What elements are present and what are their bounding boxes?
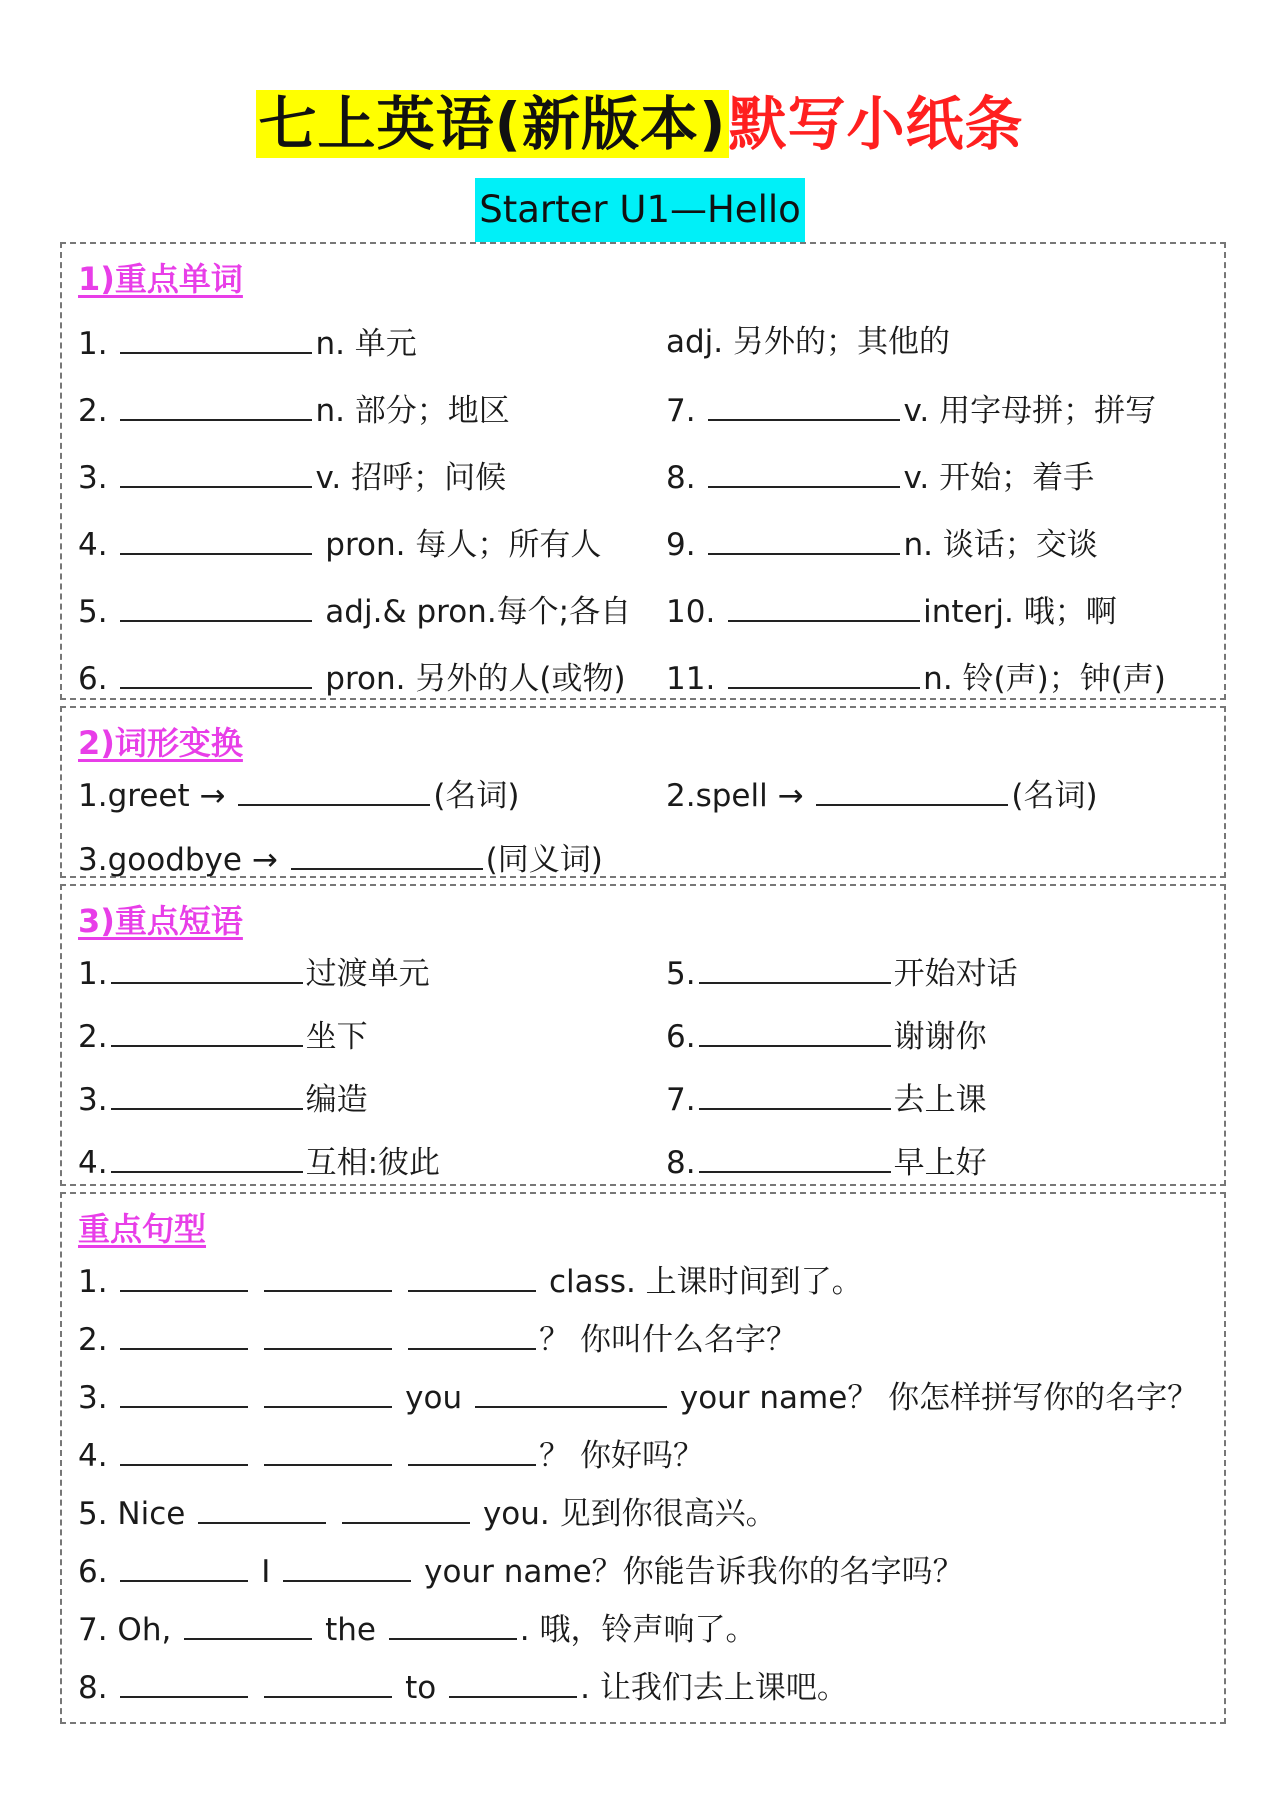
item-number: 1.: [78, 1264, 108, 1300]
answer-blank[interactable]: [708, 523, 900, 555]
item-meaning: 坐下: [305, 1019, 368, 1055]
answer-blank[interactable]: [120, 1550, 248, 1582]
answer-blank[interactable]: [699, 1015, 891, 1047]
answer-blank[interactable]: [120, 523, 312, 555]
word-item: [666, 456, 1094, 498]
phrase-item: [78, 1141, 440, 1183]
answer-blank[interactable]: [120, 322, 312, 354]
item-meaning: 谢谢你: [893, 1019, 987, 1055]
sentence-item: [78, 1608, 757, 1650]
item-meaning: n. 谈话；交谈: [903, 527, 1098, 563]
answer-blank[interactable]: [184, 1608, 312, 1640]
answer-blank[interactable]: [111, 1141, 303, 1173]
arrow-icon: →: [199, 778, 226, 814]
sentence-item: [78, 1492, 777, 1534]
answer-blank[interactable]: [708, 389, 900, 421]
sentence-text: ？ 你叫什么名字？: [539, 1322, 798, 1358]
answer-blank[interactable]: [120, 1666, 248, 1698]
title-red: 默写小纸条: [728, 90, 1024, 158]
sentence-text: . 让我们去上课吧。: [580, 1670, 848, 1706]
arrow-icon: →: [777, 778, 804, 814]
sentence-item: [78, 1376, 1198, 1418]
sentence-item: [78, 1260, 863, 1302]
sentence-item: [78, 1550, 964, 1592]
answer-blank[interactable]: [475, 1376, 667, 1408]
answer-blank[interactable]: [264, 1434, 392, 1466]
source-word: 2.spell: [666, 778, 768, 814]
item-number: 4.: [78, 1438, 108, 1474]
item-number: 2.: [78, 393, 108, 429]
item-number: 6.: [78, 661, 108, 697]
item-meaning: adj.& pron.每个;各自: [325, 594, 632, 630]
item-number: 10.: [666, 594, 716, 630]
answer-blank[interactable]: [408, 1260, 536, 1292]
title-highlight: 七上英语(新版本): [258, 90, 727, 158]
section-key-phrases: [60, 884, 1226, 1186]
phrase-item: [666, 1015, 987, 1057]
item-number: 4.: [78, 527, 108, 563]
item-number: 3.: [78, 1082, 108, 1118]
answer-blank[interactable]: [120, 1260, 248, 1292]
phrase-item: [78, 1015, 368, 1057]
transform-item: [666, 774, 1098, 816]
item-number: 9.: [666, 527, 696, 563]
sentence-text: you. 见到你很高兴。: [482, 1496, 777, 1532]
transform-item: [78, 774, 520, 816]
section-key-words: [60, 242, 1226, 700]
answer-blank[interactable]: [238, 774, 430, 806]
word-item: [78, 657, 626, 699]
answer-blank[interactable]: [728, 657, 920, 689]
source-word: 3.goodbye: [78, 842, 242, 878]
item-meaning: adj. 另外的；其他的: [666, 324, 950, 360]
sentence-text: ？ 你好吗？: [539, 1438, 705, 1474]
item-number: 4.: [78, 1145, 108, 1181]
answer-blank[interactable]: [264, 1318, 392, 1350]
sentence-item: [78, 1666, 848, 1708]
item-meaning: n. 部分；地区: [315, 393, 510, 429]
answer-blank[interactable]: [699, 952, 891, 984]
answer-blank[interactable]: [291, 838, 483, 870]
answer-blank[interactable]: [120, 1434, 248, 1466]
item-number: 8.: [78, 1670, 108, 1706]
item-number: 1.: [78, 326, 108, 362]
title-row: [0, 76, 1280, 176]
section-heading: 1)重点单词: [78, 260, 243, 298]
answer-blank[interactable]: [111, 952, 303, 984]
sentence-word: I: [261, 1554, 271, 1590]
phrase-item: [666, 1078, 987, 1120]
item-number: 7.: [666, 1082, 696, 1118]
answer-blank[interactable]: [111, 1015, 303, 1047]
sentence-word: you: [405, 1380, 463, 1416]
item-meaning: 去上课: [893, 1082, 987, 1118]
item-number: 2.: [78, 1019, 108, 1055]
word-item: [666, 389, 1156, 431]
page-title: [256, 76, 1023, 172]
item-meaning: 开始对话: [893, 956, 1018, 992]
sentence-text: . 哦，铃声响了。: [519, 1612, 757, 1648]
item-number: 2.: [78, 1322, 108, 1358]
word-item: [666, 322, 950, 362]
item-number: 8.: [666, 460, 696, 496]
answer-blank[interactable]: [708, 456, 900, 488]
answer-blank[interactable]: [120, 389, 312, 421]
section-heading: 3)重点短语: [78, 902, 243, 940]
answer-blank[interactable]: [283, 1550, 411, 1582]
answer-blank[interactable]: [728, 590, 920, 622]
sentence-word: to: [405, 1670, 437, 1706]
item-meaning: n. 单元: [315, 326, 417, 362]
answer-blank[interactable]: [120, 1376, 248, 1408]
word-item: [78, 523, 601, 565]
sentence-word: the: [325, 1612, 376, 1648]
word-item: [78, 322, 417, 364]
phrase-item: [666, 1141, 987, 1183]
item-meaning: 早上好: [893, 1145, 987, 1181]
answer-blank[interactable]: [699, 1078, 891, 1110]
answer-blank[interactable]: [120, 1318, 248, 1350]
unit-subtitle: Starter U1—Hello: [475, 178, 805, 242]
answer-blank[interactable]: [198, 1492, 326, 1524]
item-meaning: v. 招呼；问候: [315, 460, 507, 496]
item-number: 7.: [666, 393, 696, 429]
answer-blank[interactable]: [699, 1141, 891, 1173]
item-meaning: pron. 每人；所有人: [325, 527, 602, 563]
answer-blank[interactable]: [389, 1608, 517, 1640]
sentence-text: your name？ 你怎样拼写你的名字？: [679, 1380, 1199, 1416]
answer-blank[interactable]: [342, 1492, 470, 1524]
source-word: 1.greet: [78, 778, 190, 814]
item-number: 5. Nice: [78, 1496, 186, 1532]
phrase-item: [78, 1078, 368, 1120]
item-number: 6.: [666, 1019, 696, 1055]
section-heading: 2)词形变换: [78, 724, 243, 762]
item-meaning: n. 铃(声)；钟(声): [923, 661, 1166, 697]
item-meaning: pron. 另外的人(或物): [325, 661, 626, 697]
item-meaning: 过渡单元: [305, 956, 430, 992]
answer-blank[interactable]: [264, 1260, 392, 1292]
item-number: 11.: [666, 661, 716, 697]
item-number: 3.: [78, 1380, 108, 1416]
answer-blank[interactable]: [816, 774, 1008, 806]
answer-blank[interactable]: [408, 1434, 536, 1466]
section-heading: 重点句型: [78, 1210, 207, 1248]
item-note: (同义词): [485, 842, 603, 878]
word-item: [78, 389, 510, 431]
word-item: [666, 657, 1166, 699]
item-number: 7. Oh,: [78, 1612, 172, 1648]
item-meaning: v. 开始；着手: [903, 460, 1095, 496]
item-number: 5.: [78, 594, 108, 630]
item-number: 3.: [78, 460, 108, 496]
answer-blank[interactable]: [449, 1666, 577, 1698]
sentence-item: [78, 1318, 797, 1360]
word-item: [666, 590, 1117, 632]
item-meaning: interj. 哦；啊: [923, 594, 1117, 630]
word-item: [666, 523, 1098, 565]
item-note: (名词): [1011, 778, 1098, 814]
answer-blank[interactable]: [264, 1376, 392, 1408]
arrow-icon: →: [251, 842, 278, 878]
item-number: 8.: [666, 1145, 696, 1181]
sentence-item: [78, 1434, 704, 1476]
word-item: [78, 456, 506, 498]
answer-blank[interactable]: [264, 1666, 392, 1698]
item-meaning: v. 用字母拼；拼写: [903, 393, 1157, 429]
item-number: 5.: [666, 956, 696, 992]
word-item: [78, 590, 631, 632]
answer-blank[interactable]: [120, 456, 312, 488]
item-meaning: 编造: [305, 1082, 368, 1118]
answer-blank[interactable]: [120, 590, 312, 622]
item-note: (名词): [433, 778, 520, 814]
section-key-sentences: [60, 1192, 1226, 1724]
phrase-item: [78, 952, 430, 994]
sentence-text: your name？你能告诉我你的名字吗？: [424, 1554, 964, 1590]
item-number: 6.: [78, 1554, 108, 1590]
answer-blank[interactable]: [408, 1318, 536, 1350]
answer-blank[interactable]: [111, 1078, 303, 1110]
section-word-forms: [60, 706, 1226, 878]
phrase-item: [666, 952, 1018, 994]
transform-item: [78, 838, 603, 880]
item-meaning: 互相:彼此: [305, 1145, 441, 1181]
item-number: 1.: [78, 956, 108, 992]
subtitle-row: [0, 178, 1280, 242]
answer-blank[interactable]: [120, 657, 312, 689]
sentence-text: class. 上课时间到了。: [549, 1264, 863, 1300]
